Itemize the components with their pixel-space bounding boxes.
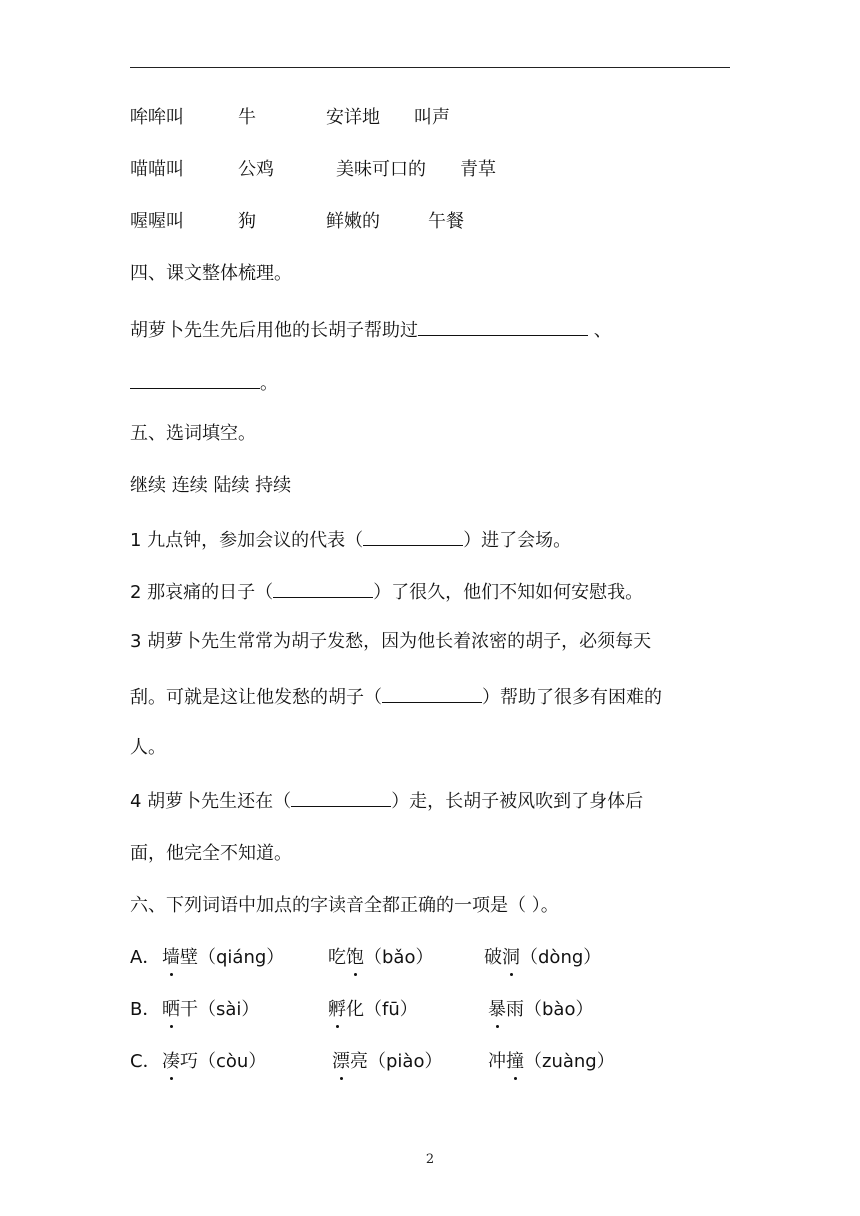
- question-text: 4 胡萝卜先生还在（: [130, 791, 292, 812]
- question-3-line-1: 3 胡萝卜先生常常为胡子发愁，因为他长着浓密的胡子，必须每天: [130, 631, 652, 652]
- separator: 、: [588, 320, 612, 341]
- match-adjective: 安详地: [326, 107, 380, 128]
- dotted-char: 凑: [162, 1051, 180, 1072]
- dotted-char: 饱: [346, 947, 364, 968]
- question-text: 胡萝卜先生先后用他的长胡子帮助过: [130, 320, 418, 341]
- answer-blank[interactable]: [382, 684, 482, 703]
- option-item: [162, 998, 259, 1022]
- item-rest: （zuàng）: [524, 1051, 615, 1072]
- option-label: C．: [130, 1051, 161, 1072]
- match-sound: 喔喔叫: [130, 211, 184, 232]
- item-rest: 亮（piào）: [350, 1051, 443, 1072]
- item-prefix: 破: [484, 947, 502, 968]
- question-text: ）了很久，他们不知如何安慰我。: [373, 582, 644, 603]
- question-text: ）进了会场。: [463, 530, 572, 551]
- question-text: 1 九点钟，参加会议的代表（: [130, 530, 364, 551]
- match-adjective: 美味可口的: [336, 159, 426, 180]
- answer-blank[interactable]: [418, 317, 588, 336]
- item-prefix: 吃: [328, 947, 346, 968]
- match-sound: 喵喵叫: [130, 159, 184, 180]
- item-rest: （dòng）: [520, 947, 602, 968]
- dotted-char: 晒: [162, 999, 180, 1020]
- dotted-char: 撞: [506, 1051, 524, 1072]
- dotted-char: 墙: [162, 947, 180, 968]
- option-item: [332, 1050, 442, 1074]
- period: 。: [260, 373, 278, 394]
- section-5-heading: 五、选词填空。: [130, 423, 256, 444]
- section-6-heading: 六、下列词语中加点的字读音全都正确的一项是（ ）。: [130, 895, 559, 916]
- question-4-line-2: 面，他完全不知道。: [130, 843, 292, 864]
- dotted-char: 暴: [488, 999, 506, 1020]
- match-noun: 青草: [460, 159, 496, 180]
- item-rest: 壁（qiáng）: [180, 947, 285, 968]
- question-text: 2 那哀痛的日子（: [130, 582, 274, 603]
- item-rest: 雨（bào）: [506, 999, 594, 1020]
- option-item: [484, 946, 601, 970]
- item-rest: 干（sài）: [180, 999, 260, 1020]
- match-animal: 狗: [238, 211, 256, 232]
- option-item: [328, 946, 433, 970]
- header-rule: [130, 67, 730, 68]
- question-text: ）帮助了很多有困难的: [482, 687, 662, 708]
- answer-blank[interactable]: [273, 579, 373, 598]
- answer-blank[interactable]: [291, 788, 391, 807]
- item-rest: 化（fū）: [346, 999, 418, 1020]
- item-prefix: 冲: [488, 1051, 506, 1072]
- answer-blank[interactable]: [130, 370, 260, 389]
- option-item: [488, 1050, 615, 1074]
- item-rest: 巧（còu）: [180, 1051, 267, 1072]
- option-item: [162, 1050, 266, 1074]
- option-label: A．: [130, 947, 161, 968]
- section-4-heading: 四、课文整体梳理。: [130, 263, 292, 284]
- item-rest: （bǎo）: [364, 947, 434, 968]
- section-4-question-cont: [130, 370, 278, 396]
- match-sound: 哞哞叫: [130, 107, 184, 128]
- dotted-char: 洞: [502, 947, 520, 968]
- question-1: [130, 527, 571, 553]
- answer-blank[interactable]: [363, 527, 463, 546]
- dotted-char: 漂: [332, 1051, 350, 1072]
- question-text: 刮。可就是这让他发愁的胡子（: [130, 687, 382, 708]
- match-animal: 牛: [238, 107, 256, 128]
- match-noun: 午餐: [428, 211, 464, 232]
- option-item: [162, 946, 284, 970]
- option-item: [328, 998, 418, 1022]
- match-adjective: 鲜嫩的: [326, 211, 380, 232]
- question-3-line-2: [130, 684, 662, 710]
- word-bank: 继续 连续 陆续 持续: [130, 475, 292, 496]
- question-2: [130, 579, 643, 605]
- question-4-line-1: [130, 788, 643, 814]
- question-text: ）走，长胡子被风吹到了身体后: [391, 791, 644, 812]
- match-animal: 公鸡: [238, 159, 274, 180]
- option-label: B．: [130, 999, 161, 1020]
- dotted-char: 孵: [328, 999, 346, 1020]
- option-item: [488, 998, 593, 1022]
- section-4-question: [130, 317, 612, 343]
- page-number: 2: [425, 1152, 435, 1167]
- question-3-line-3: 人。: [130, 737, 166, 758]
- match-noun: 叫声: [414, 107, 450, 128]
